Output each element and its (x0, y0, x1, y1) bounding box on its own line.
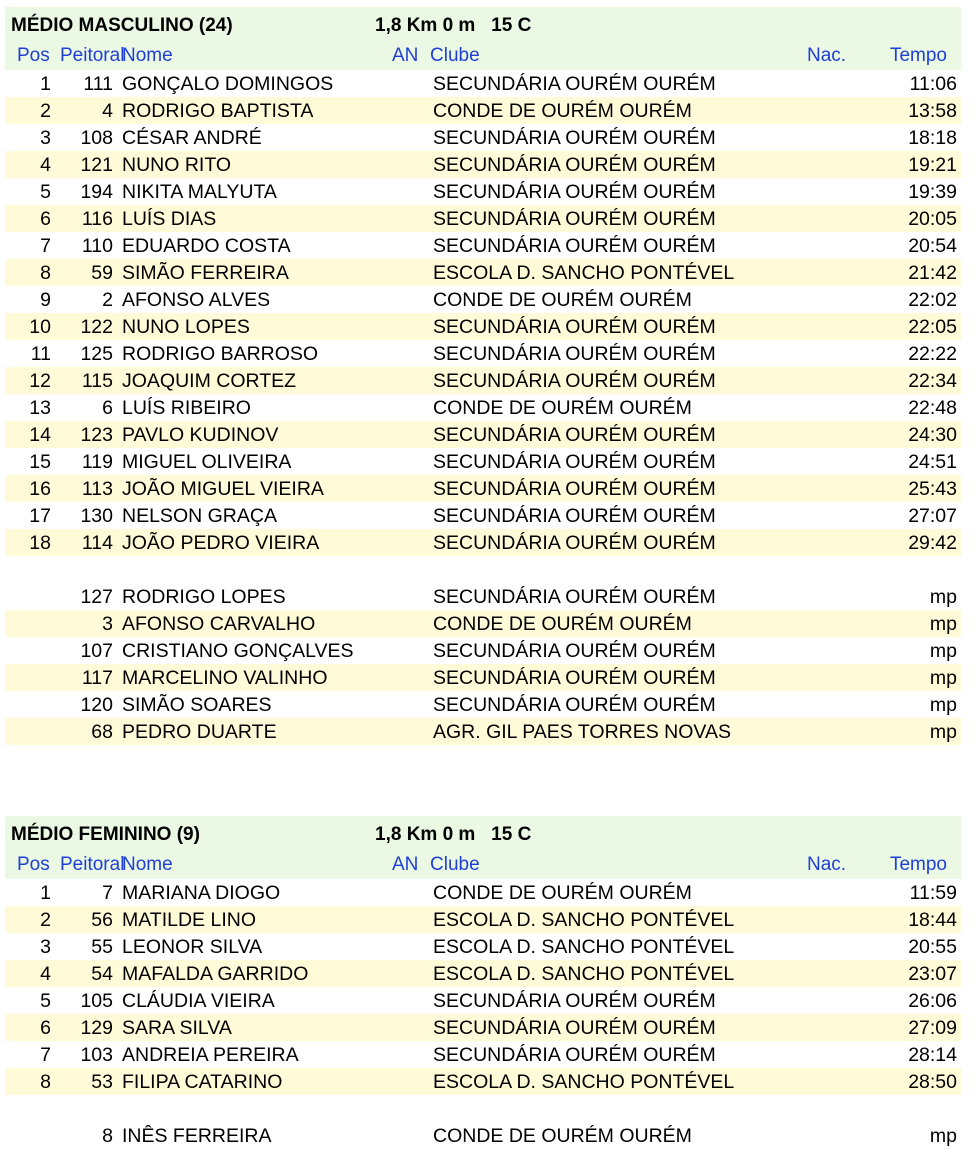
cell-clube: ESCOLA D. SANCHO PONTÉVEL (433, 963, 735, 985)
cell-nome: PAVLO KUDINOV (122, 424, 279, 446)
cell-nome: NELSON GRAÇA (122, 505, 277, 527)
cell-bib: 119 (81, 451, 113, 473)
section-title: MÉDIO MASCULINO (24) (11, 15, 233, 36)
cell-nome: GONÇALO DOMINGOS (122, 73, 334, 95)
col-pos: Pos (17, 45, 50, 66)
col-nac: Nac. (807, 854, 847, 875)
cell-nome: LUÍS RIBEIRO (122, 397, 251, 419)
col-nome: Nome (122, 45, 173, 66)
cell-bib: 123 (80, 424, 113, 446)
cell-nome: EDUARDO COSTA (122, 235, 291, 257)
cell-nome: AFONSO ALVES (122, 289, 271, 311)
table-row (5, 718, 961, 745)
cell-pos: 17 (29, 505, 51, 527)
cell-tempo: 22:34 (908, 370, 957, 392)
cell-nome: RODRIGO BARROSO (122, 343, 319, 365)
cell-pos: 5 (40, 990, 51, 1012)
table-row (5, 664, 961, 691)
cell-pos: 12 (29, 370, 51, 392)
cell-nome: SARA SILVA (122, 1017, 232, 1039)
cell-nome: AFONSO CARVALHO (122, 613, 316, 635)
cell-tempo: mp (929, 613, 957, 635)
cell-tempo: 26:06 (908, 990, 957, 1012)
cell-clube: CONDE DE OURÉM OURÉM (433, 289, 692, 311)
cell-bib: 53 (91, 1071, 113, 1093)
cell-bib: 114 (81, 532, 113, 554)
cell-clube: SECUNDÁRIA OURÉM OURÉM (433, 505, 716, 527)
cell-bib: 120 (80, 694, 113, 716)
cell-nome: ANDREIA PEREIRA (122, 1044, 299, 1066)
cell-bib: 194 (80, 181, 113, 203)
cell-tempo: mp (929, 1125, 957, 1147)
results-section-medio-masculino (5, 7, 961, 745)
cell-clube: SECUNDÁRIA OURÉM OURÉM (433, 478, 716, 500)
table-row (5, 340, 961, 367)
cell-tempo: 18:44 (908, 909, 957, 931)
cell-pos: 6 (40, 208, 51, 230)
cell-nome: LEONOR SILVA (122, 936, 263, 958)
cell-bib: 107 (80, 640, 113, 662)
finisher-rows (5, 879, 961, 1095)
cell-clube: SECUNDÁRIA OURÉM OURÉM (433, 424, 716, 446)
column-headers (5, 43, 961, 70)
cell-nome: CÉSAR ANDRÉ (122, 127, 262, 149)
table-row (5, 637, 961, 664)
cell-tempo: 19:39 (908, 181, 957, 203)
cell-nome: MAFALDA GARRIDO (122, 963, 309, 985)
cell-tempo: 28:14 (908, 1044, 957, 1066)
cell-bib: 59 (91, 262, 113, 284)
cell-pos: 8 (40, 1071, 51, 1093)
cell-nome: RODRIGO LOPES (122, 586, 286, 608)
cell-tempo: 25:43 (908, 478, 957, 500)
cell-nome: FILIPA CATARINO (122, 1071, 283, 1093)
cell-pos: 15 (29, 451, 51, 473)
cell-nome: JOÃO PEDRO VIEIRA (122, 532, 320, 554)
cell-clube: CONDE DE OURÉM OURÉM (433, 397, 692, 419)
cell-tempo: 22:05 (908, 316, 957, 338)
cell-tempo: 27:09 (908, 1017, 957, 1039)
cell-clube: SECUNDÁRIA OURÉM OURÉM (433, 640, 716, 662)
cell-pos: 16 (29, 478, 51, 500)
cell-nome: CRISTIANO GONÇALVES (122, 640, 354, 662)
cell-nome: NIKITA MALYUTA (122, 181, 277, 203)
cell-clube: SECUNDÁRIA OURÉM OURÉM (433, 208, 716, 230)
cell-clube: SECUNDÁRIA OURÉM OURÉM (433, 181, 716, 203)
col-pos: Pos (17, 854, 50, 875)
row-gap (5, 556, 961, 583)
cell-nome: MARIANA DIOGO (122, 882, 281, 904)
cell-clube: SECUNDÁRIA OURÉM OURÉM (433, 235, 716, 257)
table-row (5, 960, 961, 987)
section-header (5, 816, 961, 852)
col-bib: Peitoral (60, 854, 125, 875)
cell-tempo: 23:07 (908, 963, 957, 985)
table-row (5, 1068, 961, 1095)
cell-bib: 8 (102, 1125, 113, 1147)
finisher-rows (5, 70, 961, 556)
cell-bib: 7 (102, 882, 113, 904)
cell-tempo: 22:02 (908, 289, 957, 311)
col-clube: Clube (430, 45, 480, 66)
col-an: AN (392, 854, 419, 875)
cell-pos: 9 (40, 289, 51, 311)
cell-bib: 4 (102, 100, 113, 122)
cell-nome: LUÍS DIAS (122, 208, 217, 230)
cell-pos: 11 (30, 343, 51, 365)
cell-clube: SECUNDÁRIA OURÉM OURÉM (433, 990, 716, 1012)
cell-clube: SECUNDÁRIA OURÉM OURÉM (433, 451, 716, 473)
cell-tempo: mp (929, 667, 957, 689)
table-row (5, 1041, 961, 1068)
column-headers (5, 852, 961, 879)
col-tempo: Tempo (889, 45, 947, 66)
cell-tempo: mp (929, 640, 957, 662)
cell-clube: ESCOLA D. SANCHO PONTÉVEL (433, 262, 735, 284)
cell-tempo: 18:18 (908, 127, 957, 149)
cell-nome: CLÁUDIA VIEIRA (122, 990, 275, 1012)
results-section-medio-feminino (5, 816, 961, 1149)
cell-pos: 4 (40, 154, 51, 176)
table-row (5, 1014, 961, 1041)
cell-clube: SECUNDÁRIA OURÉM OURÉM (433, 1044, 716, 1066)
cell-clube: CONDE DE OURÉM OURÉM (433, 613, 692, 635)
cell-tempo: 27:07 (908, 505, 957, 527)
table-row (5, 421, 961, 448)
table-row (5, 502, 961, 529)
cell-clube: SECUNDÁRIA OURÉM OURÉM (433, 667, 716, 689)
col-an: AN (392, 45, 419, 66)
table-row (5, 178, 961, 205)
cell-clube: CONDE DE OURÉM OURÉM (433, 100, 692, 122)
table-row (5, 151, 961, 178)
cell-bib: 115 (81, 370, 113, 392)
section-header (5, 7, 961, 43)
cell-nome: NUNO LOPES (122, 316, 250, 338)
cell-bib: 111 (83, 73, 113, 95)
cell-tempo: 24:30 (908, 424, 957, 446)
table-row (5, 259, 961, 286)
cell-tempo: 20:55 (908, 936, 957, 958)
cell-tempo: 28:50 (908, 1071, 957, 1093)
cell-bib: 125 (80, 343, 113, 365)
cell-clube: SECUNDÁRIA OURÉM OURÉM (433, 316, 716, 338)
table-row (5, 691, 961, 718)
cell-tempo: 21:42 (908, 262, 957, 284)
col-bib: Peitoral (60, 45, 125, 66)
cell-tempo: 22:48 (908, 397, 957, 419)
cell-bib: 117 (81, 667, 113, 689)
cell-clube: SECUNDÁRIA OURÉM OURÉM (433, 127, 716, 149)
cell-bib: 122 (80, 316, 113, 338)
cell-pos: 1 (40, 882, 51, 904)
cell-pos: 18 (29, 532, 51, 554)
table-row (5, 232, 961, 259)
table-row (5, 529, 961, 556)
cell-tempo: 22:22 (908, 343, 957, 365)
cell-nome: MARCELINO VALINHO (122, 667, 328, 689)
results-page (5, 7, 961, 1149)
cell-clube: SECUNDÁRIA OURÉM OURÉM (433, 586, 716, 608)
cell-clube: CONDE DE OURÉM OURÉM (433, 882, 692, 904)
cell-nome: SIMÃO FERREIRA (122, 262, 289, 284)
cell-pos: 8 (40, 262, 51, 284)
cell-tempo: 11:59 (909, 882, 957, 904)
cell-bib: 127 (80, 586, 113, 608)
cell-pos: 1 (40, 73, 51, 95)
col-nome: Nome (122, 854, 173, 875)
cell-nome: NUNO RITO (122, 154, 232, 176)
table-row (5, 205, 961, 232)
cell-tempo: 13:58 (908, 100, 957, 122)
cell-pos: 2 (40, 100, 51, 122)
cell-tempo: 11:06 (909, 73, 957, 95)
cell-bib: 105 (80, 990, 113, 1012)
cell-pos: 13 (29, 397, 51, 419)
col-clube: Clube (430, 854, 480, 875)
table-row (5, 987, 961, 1014)
table-row (5, 906, 961, 933)
cell-tempo: 29:42 (908, 532, 957, 554)
cell-nome: RODRIGO BAPTISTA (122, 100, 314, 122)
cell-bib: 116 (81, 208, 113, 230)
non-finisher-rows (5, 1122, 961, 1149)
cell-tempo: 20:05 (908, 208, 957, 230)
table-row (5, 583, 961, 610)
cell-bib: 3 (102, 613, 113, 635)
cell-tempo: 19:21 (908, 154, 957, 176)
cell-pos: 2 (40, 909, 51, 931)
cell-pos: 14 (29, 424, 51, 446)
cell-nome: PEDRO DUARTE (122, 721, 277, 743)
cell-bib: 55 (91, 936, 113, 958)
cell-clube: CONDE DE OURÉM OURÉM (433, 1125, 692, 1147)
cell-clube: SECUNDÁRIA OURÉM OURÉM (433, 1017, 716, 1039)
cell-nome: JOÃO MIGUEL VIEIRA (122, 478, 324, 500)
cell-bib: 129 (80, 1017, 113, 1039)
cell-bib: 2 (102, 289, 113, 311)
cell-clube: ESCOLA D. SANCHO PONTÉVEL (433, 1071, 735, 1093)
cell-bib: 130 (80, 505, 113, 527)
table-row (5, 367, 961, 394)
cell-clube: ESCOLA D. SANCHO PONTÉVEL (433, 936, 735, 958)
cell-pos: 10 (29, 316, 51, 338)
cell-bib: 56 (91, 909, 113, 931)
col-tempo: Tempo (889, 854, 947, 875)
table-row (5, 1122, 961, 1149)
cell-tempo: 20:54 (908, 235, 957, 257)
table-row (5, 124, 961, 151)
cell-clube: SECUNDÁRIA OURÉM OURÉM (433, 154, 716, 176)
section-distance: 1,8 Km 0 m 15 C (375, 824, 532, 845)
cell-tempo: mp (929, 586, 957, 608)
table-row (5, 448, 961, 475)
cell-pos: 4 (40, 963, 51, 985)
cell-clube: SECUNDÁRIA OURÉM OURÉM (433, 370, 716, 392)
cell-nome: JOAQUIM CORTEZ (122, 370, 297, 392)
cell-clube: ESCOLA D. SANCHO PONTÉVEL (433, 909, 735, 931)
cell-clube: SECUNDÁRIA OURÉM OURÉM (433, 343, 716, 365)
table-row (5, 97, 961, 124)
col-nac: Nac. (807, 45, 847, 66)
cell-bib: 6 (102, 397, 113, 419)
cell-nome: MIGUEL OLIVEIRA (122, 451, 292, 473)
section-distance: 1,8 Km 0 m 15 C (375, 15, 532, 36)
table-row (5, 475, 961, 502)
cell-bib: 110 (81, 235, 113, 257)
cell-nome: INÊS FERREIRA (122, 1125, 272, 1147)
table-row (5, 313, 961, 340)
cell-bib: 54 (91, 963, 113, 985)
cell-nome: MATILDE LINO (122, 909, 256, 931)
cell-pos: 3 (40, 127, 51, 149)
cell-tempo: 24:51 (908, 451, 957, 473)
cell-clube: SECUNDÁRIA OURÉM OURÉM (433, 694, 716, 716)
table-row (5, 610, 961, 637)
cell-pos: 7 (40, 235, 51, 257)
cell-bib: 103 (80, 1044, 113, 1066)
cell-bib: 121 (80, 154, 113, 176)
non-finisher-rows (5, 583, 961, 745)
table-row (5, 394, 961, 421)
cell-tempo: mp (929, 694, 957, 716)
row-gap (5, 1095, 961, 1122)
table-row (5, 70, 961, 97)
cell-pos: 6 (40, 1017, 51, 1039)
cell-clube: SECUNDÁRIA OURÉM OURÉM (433, 73, 716, 95)
cell-pos: 7 (40, 1044, 51, 1066)
section-spacer (5, 745, 961, 816)
cell-nome: SIMÃO SOARES (122, 694, 272, 716)
table-row (5, 286, 961, 313)
cell-clube: SECUNDÁRIA OURÉM OURÉM (433, 532, 716, 554)
section-title: MÉDIO FEMININO (9) (11, 824, 200, 845)
cell-bib: 108 (80, 127, 113, 149)
table-row (5, 879, 961, 906)
cell-clube: AGR. GIL PAES TORRES NOVAS (433, 721, 732, 743)
cell-pos: 5 (40, 181, 51, 203)
cell-pos: 3 (40, 936, 51, 958)
cell-bib: 68 (91, 721, 113, 743)
table-row (5, 933, 961, 960)
cell-bib: 113 (81, 478, 113, 500)
cell-tempo: mp (929, 721, 957, 743)
